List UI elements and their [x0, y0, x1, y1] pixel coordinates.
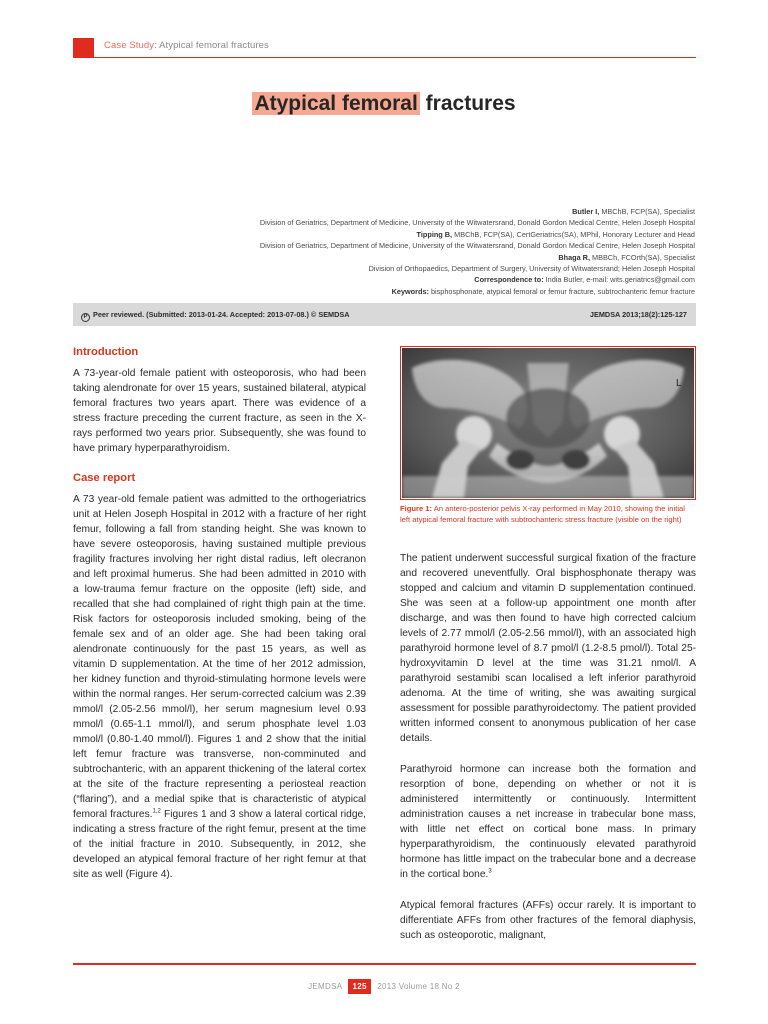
introduction-heading: Introduction [73, 346, 139, 358]
author-line: Tipping B, MBChB, FCP(SA), CertGeriatrics(SA), MPhil, Honorary Lecturer and Head [416, 229, 695, 239]
header-accent-square [73, 38, 94, 58]
running-header [104, 40, 269, 51]
author-line: Butler I, MBChB, FCP(SA), Specialist [572, 207, 695, 216]
peer-review-icon: P [81, 313, 90, 322]
keywords-line: Keywords: bisphosphonate, atypical femoral or femur fracture, subtrochanteric femur fracture [391, 286, 695, 296]
footer-issue: 2013 Volume 18 No 2 [377, 982, 460, 991]
header-section-title: Atypical femoral fractures [159, 40, 269, 51]
left-column [73, 346, 366, 898]
paragraph: The patient underwent successful surgical fixation of the fracture and recovered uneventfully. Oral bisphosphonate therapy was stopped and calcium and vitamin D supplementation continued. She was seen at a follow-up appointment one month after discharge, and was then found to have high corrected calcium levels of 2.77 mmol/l (2.05-2.56 mmol/l), with an associated high parathyroid hormone level of 8.7 pmol/l (1.2-8.5 pmol/l). Total 25-hydroxyvitamin D level at the time was 31.21 nmol/l. A parathyroid sestamibi scan localised a left inferior parathyroid adenoma. At the time of writing, she was awaiting surgical assessment for possible parathyroidectomy. The patient provided written informed consent to anonymous publication of her case details. [400, 553, 696, 744]
footer-rule [73, 963, 696, 965]
page-number: 125 [348, 979, 370, 994]
header-section-label: Case Study: [104, 40, 157, 51]
paragraph: Parathyroid hormone can increase both the formation and resorption of bone, depending on whether or not it is administered intermittently or continuously. Intermittent administration causes a net increase in trabecular bone mass, with little net effect on cortical bone mass. In primary hyperparathyroidism, the continuously elevated parathyroid hormone has little impact on the trabecular bone and a decrease in the cortical bone.$^3$ [400, 764, 696, 880]
affiliation-line: Division of Geriatrics, Department of Medicine, University of the Witwatersrand, Donald Gordon Medical Centre, Helen Joseph Hospital [259, 241, 695, 251]
footer [0, 979, 768, 994]
citation-superscript[interactable]: 1,2 [152, 808, 161, 815]
title-rest: fractures [425, 92, 516, 115]
affiliation-line: Division of Geriatrics, Department of Medicine, University of the Witwatersrand, Donald Gordon Medical Centre, Helen Joseph Hospital [259, 218, 695, 228]
author-block [55, 206, 695, 297]
figure-1 [400, 346, 696, 500]
correspondence-line: Correspondence to: India Butler, e-mail: wits.geriatrics@gmail.com [474, 275, 695, 285]
author-line: Bhaga R, MBBCh, FCOrth(SA), Specialist [558, 252, 695, 262]
figure-caption-text: An antero-posterior pelvis X-ray performed in May 2010, showing the initial left atypical femoral fracture with subtrochanteric stress fracture (visible on the right) [400, 504, 685, 524]
title-highlight: Atypical femoral [254, 92, 418, 115]
case-report-heading: Case report [73, 472, 136, 484]
header-rule [73, 57, 696, 58]
case-report-paragraph: A 73 year-old female patient was admitted to the orthogeriatrics unit at Helen Joseph Hospital in 2012 with a fracture of her right femur, following a fall from standing height. She was known to have severe osteoporosis, having sustained multiple previous fragility fractures involving her right distal radius, left olecranon and left proximal humerus. She had been admitted in 2010 with a low-trauma femur fracture on the opposite (left) side, and recalled that she had complained of right thigh pain at the time. Risk factors for osteoporosis included smoking, being of the female sex and of an older age. She had been taking oral alendronate continuously for the past 15 years, as well as vitamin D supplementation. At the time of her 2012 admission, her kidney function and thyroid-stimulating hormone levels were within the normal ranges. Her serum-corrected calcium was 2.39 mmol/l (2.05-2.56 mmol/l), her serum magnesium level 0.93 mmol/l (0.65-1.1 mmol/l), and serum phosphate level 1.03 mmol/l (0.80-1.40 mmol/l). Figures 1 and 2 show that the initial left femur fracture was transverse, non-comminuted and subtrochanteric, with an apparent thickening of the lateral cortex at the site of the fracture representing a periosteal reaction (“flaring”), and a medial spike that is characteristic of atypical femoral fractures.$^{1,2}$ Figures 1 and 3 show a lateral cortical ridge, indicating a stress fracture of the right femur, present at the time of the initial fracture in 2010. Subsequently, in 2012, she developed an atypical femoral fracture of her right femur at that site as well (Figure 4). [73, 494, 366, 880]
citation-text: JEMDSA 2013;18(2):125-127 [589, 310, 687, 319]
affiliation-line: Division of Orthopaedics, Department of Surgery, University of Witwatersrand; Helen Joseph Hospital [368, 264, 695, 274]
citation-superscript[interactable]: 3 [488, 868, 492, 875]
paragraph: Atypical femoral fractures (AFFs) occur rarely. It is important to differentiate AFFs from other fractures of the femoral diaphysis, such as osteoporotic, malignant, [400, 900, 696, 941]
figure-label: Figure 1: [400, 504, 433, 513]
pelvis-xray-image [402, 348, 694, 498]
footer-journal: JEMDSA [308, 982, 342, 991]
peer-review-text: Peer reviewed. (Submitted: 2013-01-24. Accepted: 2013-07-08.) © SEMDSA [93, 310, 350, 319]
peer-review-bar [73, 303, 696, 326]
introduction-paragraph: A 73-year-old female patient with osteoporosis, who had been taking alendronate for over 15 years, sustained bilateral, atypical femoral fractures two years apart. There was evidence of a stress fracture preceding the current fracture, as seen in the X-rays performed two years prior. Subsequently, she was found to have primary hyperparathyroidism. [73, 368, 366, 454]
xray-side-marker: L [676, 378, 682, 389]
article-title [0, 92, 768, 116]
right-column [400, 551, 696, 959]
figure-1-caption [400, 503, 696, 525]
